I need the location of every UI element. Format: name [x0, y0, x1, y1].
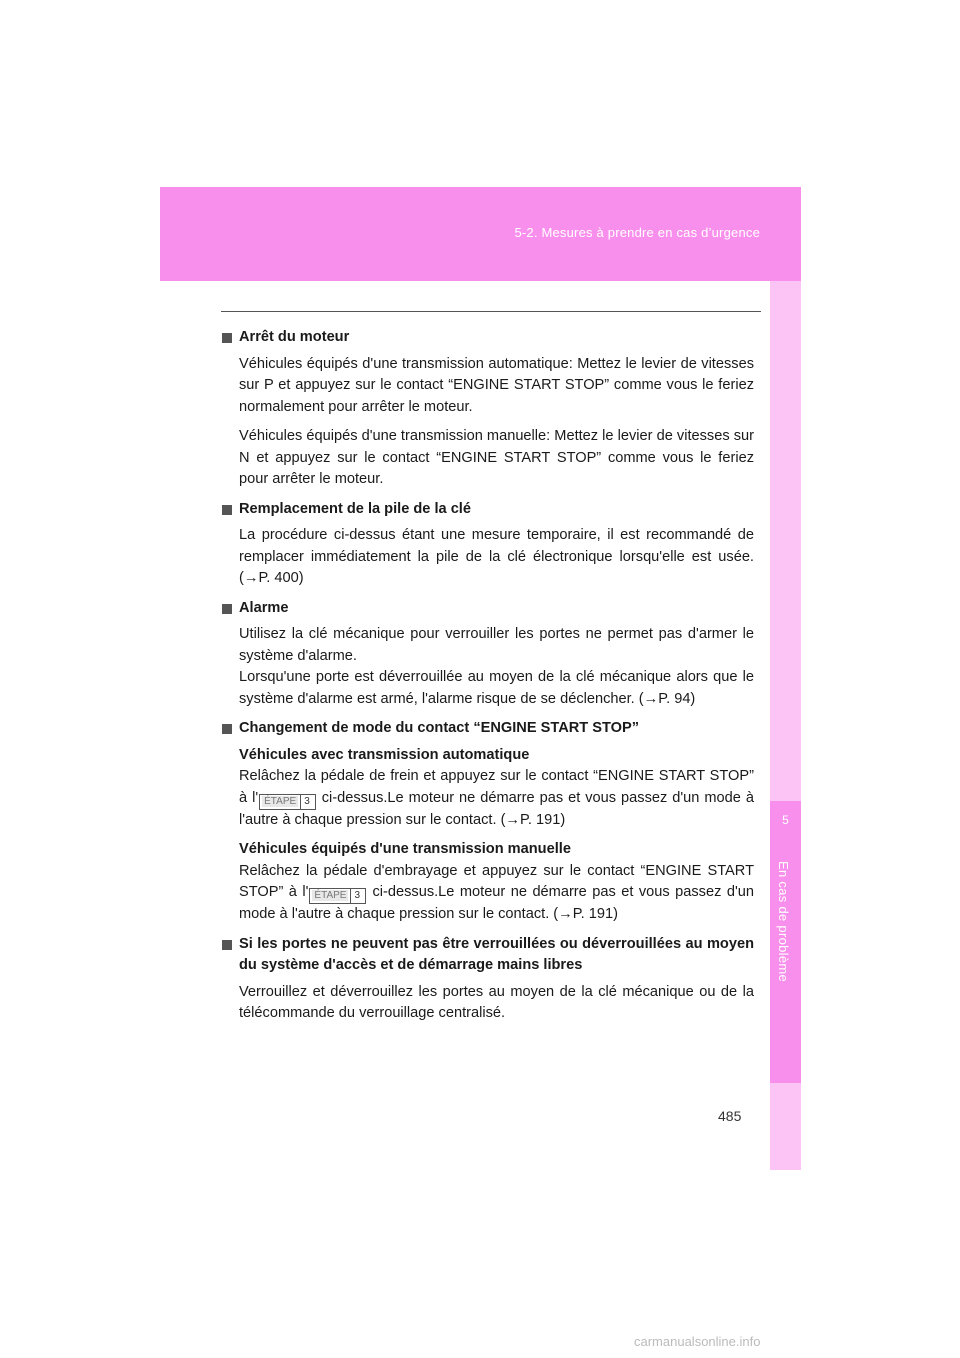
chapter-tab-active — [770, 801, 801, 1083]
etape-step-icon: ÉTAPE 3 — [309, 888, 366, 904]
section-title: Si les portes ne peuvent pas être verrouillées ou déverrouillées au moyen du système d'accès et de démarrage mains libres — [222, 934, 754, 977]
paragraph: La procédure ci-dessus étant une mesure temporaire, il est recommandé de remplacer immédiatement la pile de la clé électronique lorsqu'elle est usée. (→P. 400) — [239, 527, 754, 586]
page-number: 485 — [718, 1108, 742, 1124]
paragraph: Véhicules équipés d'une transmission automatique: Mettez le levier de vitesses sur P et appuyez sur le contact “ENGINE START STOP” comme vous le feriez normalement pour arrêter le moteur. — [239, 355, 754, 415]
chapter-label: En cas de problème — [776, 861, 791, 983]
section-title: Arrêt du moteur — [222, 327, 754, 349]
section-header: 5-2. Mesures à prendre en cas d’urgence — [514, 225, 760, 240]
top-rule — [221, 311, 761, 312]
header-band — [160, 187, 801, 281]
paragraph: Verrouillez et déverrouillez les portes au moyen de la clé mécanique ou de la télécommande du verrouillage centralisé. — [239, 983, 754, 1021]
chapter-number: 5 — [782, 813, 789, 827]
square-bullet-icon — [222, 333, 232, 343]
square-bullet-icon — [222, 505, 232, 515]
paragraph: Utilisez la clé mécanique pour verrouiller les portes ne permet pas d'armer le système d'alarme. — [239, 626, 754, 664]
watermark: carmanualsonline.info — [634, 1334, 761, 1349]
paragraph: Relâchez la pédale d'embrayage et appuyez sur le contact “ENGINE START STOP” à l' ÉTAPE 3 ci-dessus.Le moteur ne démarre pas et vous passez d'un mode à l'autre à chaque pression sur le contact. (→P. 191) — [239, 862, 754, 922]
etape-step-icon: ÉTAPE 3 — [259, 794, 316, 810]
paragraph: Relâchez la pédale de frein et appuyez sur le contact “ENGINE START STOP” à l' ÉTAPE 3 ci-dessus.Le moteur ne démarre pas et vous passez d'un mode à l'autre à chaque pression sur le contact. (→P. 191) — [239, 768, 755, 828]
square-bullet-icon — [222, 940, 232, 950]
paragraph: Lorsqu'une porte est déverrouillée au moyen de la clé mécanique alors que le système d'alarme est armé, l'alarme risque de se déclencher. (→P. 94) — [239, 669, 754, 707]
section-title: Remplacement de la pile de la clé — [222, 499, 754, 521]
subsection-title: Véhicules avec transmission automatique — [239, 746, 530, 763]
subsection-title: Véhicules équipés d'une transmission manuelle — [239, 841, 571, 857]
chapter-side-tab — [770, 281, 801, 1170]
square-bullet-icon — [222, 604, 232, 614]
paragraph: Véhicules équipés d'une transmission manuelle: Mettez le levier de vitesses sur N et appuyez sur le contact “ENGINE START STOP” comme vous le feriez pour arrêter le moteur. — [239, 428, 754, 487]
square-bullet-icon — [222, 724, 232, 734]
section-title: Alarme — [222, 598, 754, 620]
main-content — [222, 327, 754, 1033]
section-title: Changement de mode du contact “ENGINE START STOP” — [222, 718, 754, 740]
